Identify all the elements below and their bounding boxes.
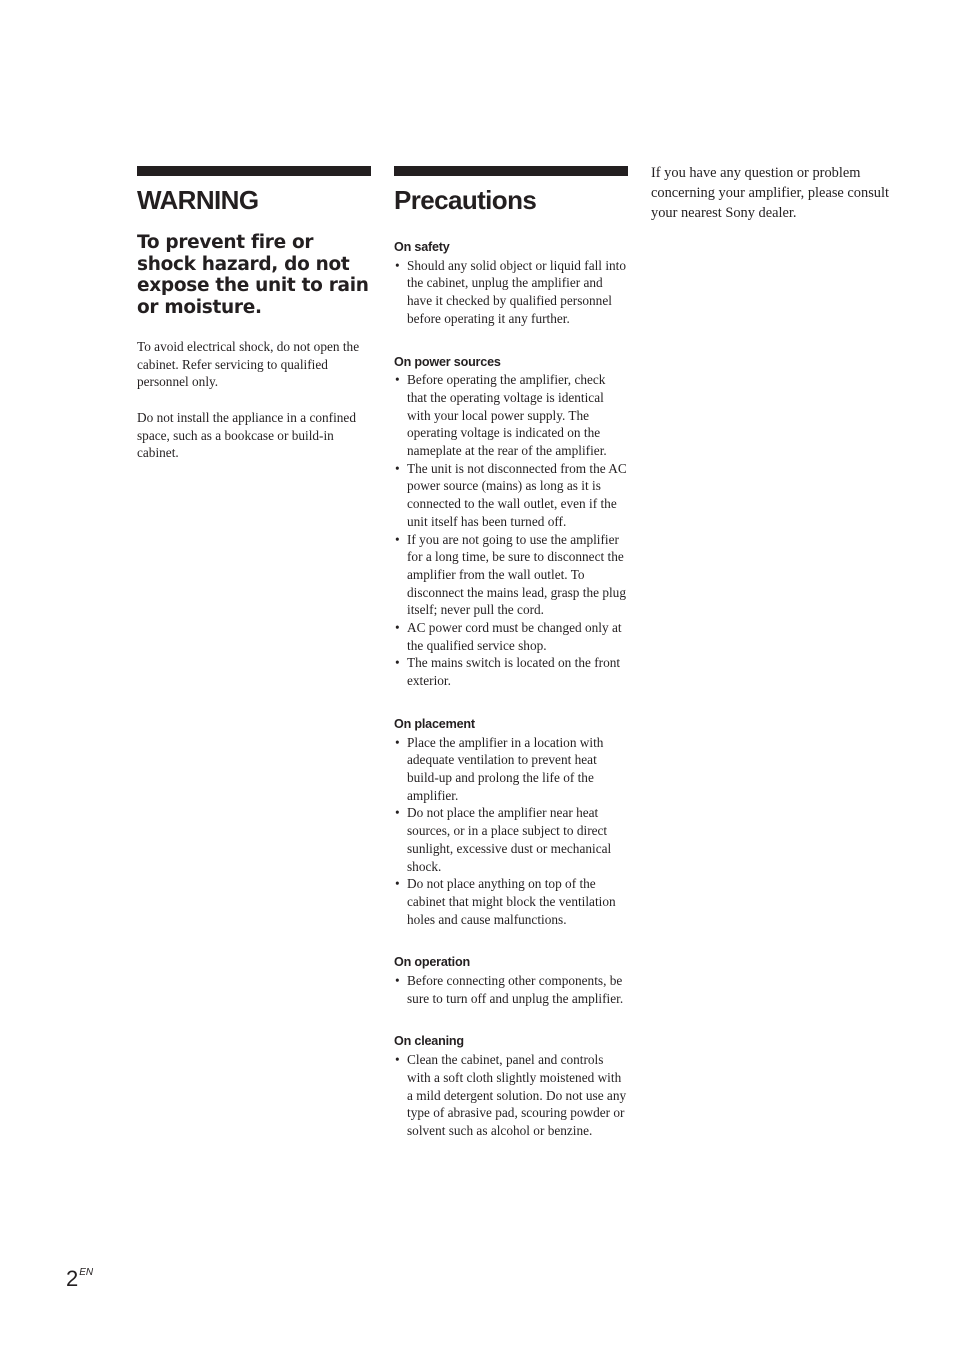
- bullet-list: [394, 257, 628, 328]
- section-on-operation: [394, 954, 628, 1007]
- bullet-icon: •: [395, 1052, 400, 1068]
- bullet-icon: •: [395, 531, 400, 547]
- list-item: [394, 460, 628, 531]
- section-on-cleaning: [394, 1033, 628, 1139]
- list-item-text: The mains switch is located on the front exterior.: [407, 655, 621, 689]
- list-item-text: Do not place the amplifier near heat sources, or in a place subject to direct sunlight, excessive dust or mechanical shock.: [407, 805, 612, 874]
- bullet-icon: •: [395, 973, 400, 989]
- bullet-list: [394, 1051, 628, 1140]
- precautions-title: Precautions: [394, 185, 537, 215]
- section-on-placement: [394, 716, 628, 928]
- list-item-text: Clean the cabinet, panel and controls with a soft cloth slightly moistened with a mild detergent solution. Do not use any type of abrasive pad, scouring powder or solvent such as alcohol or benzine.: [407, 1052, 627, 1138]
- list-item: [394, 875, 628, 928]
- bullet-icon: •: [395, 805, 400, 821]
- list-item: [394, 804, 628, 875]
- list-item-text: Place the amplifier in a location with adequate ventilation to prevent heat build-up and prolong the life of the amplifier.: [407, 734, 604, 803]
- list-item-text: The unit is not disconnected from the AC power source (mains) as long as it is connected to the wall outlet, even if the unit itself has been turned off.: [407, 460, 627, 529]
- page-number: [66, 1259, 93, 1293]
- bullet-list: [394, 972, 628, 1007]
- bullet-icon: •: [395, 372, 400, 388]
- bullet-icon: •: [395, 460, 400, 476]
- list-item-text: Before operating the amplifier, check that the operating voltage is identical with your local power supply. The operating voltage is indicated on the nameplate at the rear of the amplifier.: [407, 372, 607, 459]
- list-item: [394, 531, 628, 620]
- warning-rule: [137, 166, 371, 176]
- page-number-value: 2: [66, 1266, 79, 1291]
- section-on-power-sources: [394, 354, 628, 690]
- list-item-text: If you are not going to use the amplifier for a long time, be sure to disconnect the amplifier from the wall outlet. To disconnect the mains lead, grasp the plug itself; never pull the cord.: [407, 531, 626, 618]
- list-item: [394, 619, 628, 654]
- section-title: On power sources: [394, 354, 501, 369]
- warning-paragraph: Do not install the appliance in a confined space, such as a bookcase or build-in cabinet.: [137, 409, 356, 461]
- list-item: [394, 257, 628, 328]
- list-item-text: Do not place anything on top of the cabinet that might block the ventilation holes and cause malfunctions.: [407, 876, 616, 927]
- list-item-text: Should any solid object or liquid fall into the cabinet, unplug the amplifier and have it checked by qualified personnel before operating it any further.: [407, 257, 627, 326]
- section-title: On safety: [394, 240, 450, 254]
- contact-column: [651, 164, 891, 223]
- section-title: On cleaning: [394, 1034, 464, 1049]
- section-on-safety: [394, 239, 628, 328]
- bullet-list: [394, 734, 628, 929]
- warning-column: [137, 166, 371, 462]
- list-item: [394, 734, 628, 805]
- page-language-suffix: EN: [79, 1267, 94, 1278]
- section-title: On operation: [394, 955, 470, 970]
- bullet-icon: •: [395, 257, 400, 273]
- bullet-icon: •: [395, 620, 400, 636]
- list-item: [394, 654, 628, 689]
- list-item: [394, 371, 628, 460]
- bullet-icon: •: [395, 876, 400, 892]
- warning-lead: To prevent fire or shock hazard, do not expose the unit to rain or moisture.: [137, 232, 369, 318]
- list-item-text: AC power cord must be changed only at the qualified service shop.: [407, 620, 622, 653]
- contact-note: If you have any question or problem concerning your amplifier, please consult your nearest Sony dealer.: [651, 165, 889, 221]
- list-item: [394, 972, 628, 1007]
- section-title: On placement: [394, 716, 475, 731]
- precautions-column: [394, 166, 628, 1140]
- precautions-rule: [394, 166, 628, 176]
- bullet-list: [394, 371, 628, 690]
- list-item-text: Before connecting other components, be sure to turn off and unplug the amplifier.: [407, 973, 624, 1006]
- warning-paragraph: To avoid electrical shock, do not open the cabinet. Refer servicing to qualified personnel only.: [137, 339, 360, 390]
- warning-title: WARNING: [137, 185, 259, 215]
- bullet-icon: •: [395, 655, 400, 671]
- list-item: [394, 1051, 628, 1140]
- bullet-icon: •: [395, 734, 400, 750]
